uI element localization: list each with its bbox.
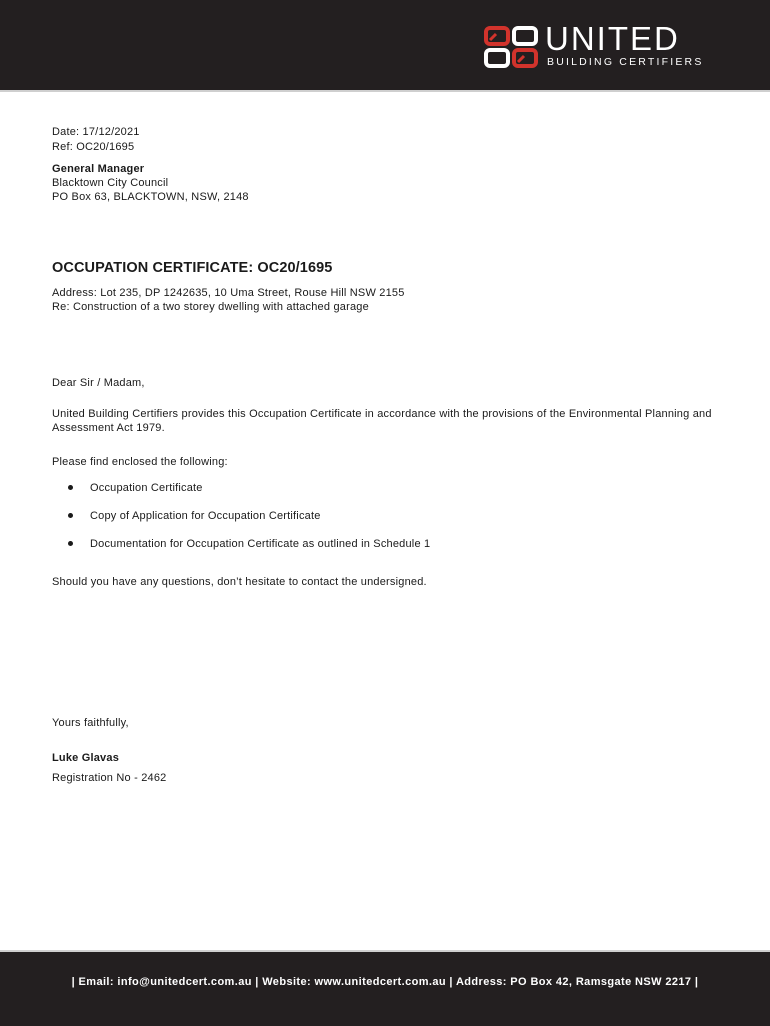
recipient-title: General Manager	[52, 163, 145, 175]
registration-number: Registration No - 2462	[52, 772, 167, 784]
footer-contact-line: | Email: info@unitedcert.com.au | Website: www.unitedcert.com.au | Address: PO Box 42, Ramsgate NSW 2217 |	[71, 976, 699, 988]
closing: Yours faithfully,	[52, 717, 129, 729]
salutation: Dear Sir / Madam,	[52, 377, 145, 389]
enclosed-intro: Please find enclosed the following:	[52, 456, 228, 468]
certificate-title: OCCUPATION CERTIFICATE: OC20/1695	[52, 260, 333, 276]
bullet-icon	[68, 541, 73, 546]
signatory-name: Luke Glavas	[52, 752, 120, 764]
letterhead-footer	[0, 950, 770, 1026]
property-address: Address: Lot 235, DP 1242635, 10 Uma Street, Rouse Hill NSW 2155	[52, 287, 405, 299]
brand-subtitle: BUILDING CERTIFIERS	[547, 56, 704, 68]
enclosure-label: Occupation Certificate	[90, 482, 203, 494]
body-paragraph: United Building Certifiers provides this Occupation Certificate in accordance with the provisions of the Environmental Planning and Assessment Act 1979.	[52, 408, 712, 434]
company-logo	[484, 22, 724, 72]
recipient-address: PO Box 63, BLACKTOWN, NSW, 2148	[52, 191, 249, 203]
bullet-icon	[68, 513, 73, 518]
letterhead-header	[0, 0, 770, 92]
enclosure-label: Copy of Application for Occupation Certificate	[90, 510, 321, 522]
letter-date: Date: 17/12/2021	[52, 126, 140, 138]
enclosure-label: Documentation for Occupation Certificate as outlined in Schedule 1	[90, 538, 431, 550]
regarding-line: Re: Construction of a two storey dwelling with attached garage	[52, 301, 369, 313]
letter-ref: Ref: OC20/1695	[52, 141, 135, 153]
brand-name: UNITED	[545, 20, 680, 57]
bullet-icon	[68, 485, 73, 490]
recipient-org: Blacktown City Council	[52, 177, 169, 189]
questions-line: Should you have any questions, don’t hesitate to contact the undersigned.	[52, 576, 427, 588]
four-square-logo-icon	[484, 26, 540, 68]
